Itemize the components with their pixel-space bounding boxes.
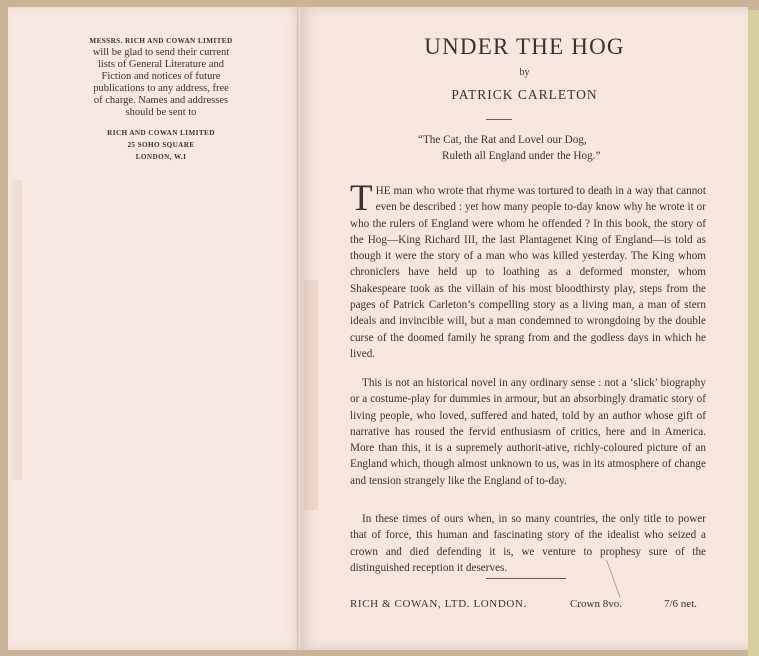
epigraph [418, 133, 738, 164]
divider-rule [486, 119, 512, 120]
edge-strip [748, 10, 759, 656]
notice-line: of charge. Names and addresses [93, 95, 229, 106]
paper-stain [304, 280, 318, 510]
book-title: UNDER THE HOG [424, 34, 625, 59]
footer-publisher: RICH & COWAN, LTD. LONDON. [350, 598, 527, 610]
epigraph-line: Ruleth all England under the Hog.” [442, 149, 601, 162]
publisher-notice [70, 35, 252, 119]
drop-cap: T [350, 178, 373, 219]
author-name: PATRICK CARLETON [451, 87, 598, 102]
address-line: LONDON, W.I [135, 153, 187, 161]
by-line: by [519, 67, 530, 78]
publisher-address [70, 127, 252, 163]
notice-line: will be glad to send their current [92, 47, 230, 58]
blurb-paragraph-2: This is not an historical novel in any ordinary sense : not a ‘slick’ biography or a costume-play for dummies in armour, but an absorbingly dramatic story of living people, who loved, suffered and hated, told by an author whose gift of narrative has roused the fervid enthusiasm of critics, here and in America. More than this, it is a supremely authorit-ative, richly-coloured picture of an England which, though almost unknown to us, was in its atmosphere of change and tension strangely like the England of to-day. [350, 377, 706, 487]
notice-line: Fiction and notices of future [101, 71, 221, 82]
paragraph-text: HE man who wrote that rhyme was tortured to death in a way that cannot even be described : yet how many people to-day know why he wrote it or who the rulers of England were whom he offended ? In this book, the story of the Hog—King Richard III, the last Plantagenet King of England—is told as though it were the story of a man who was killed yesterday. The King whom chroniclers have held up to loathing as a deformed monster, whom Shakespeare took as the villain of his most bloodthirsty play, steps from the pages of Patrick Carleton’s compelling story as a living man, a man of stern ideals and invincible will, but a man condemned to wrongdoing by the double curse of the doomed family he sprang from and the godless days in which he lived. [350, 185, 706, 360]
notice-line: publications to any address, free [93, 83, 229, 94]
paper-stain [12, 180, 22, 480]
epigraph-line: “The Cat, the Rat and Lovel our Dog, [418, 134, 587, 146]
footer-price: 7/6 net. [664, 598, 697, 610]
notice-line: should be sent to [125, 107, 197, 118]
notice-company: MESSRS. RICH AND COWAN LIMITED [89, 37, 233, 45]
footer-format: Crown 8vo. [570, 598, 622, 610]
blurb-paragraph-1 [350, 178, 706, 362]
address-line: RICH AND COWAN LIMITED [107, 129, 215, 137]
notice-line: lists of General Literature and [98, 59, 224, 70]
blurb-paragraph-3: In these times of ours when, in so many countries, the only title to power that of force, this human and fascinating story of the idealist who seized a crown and died defending it is, we venture to prophesy sure of the distinguished reception it deserves. [350, 513, 706, 574]
divider-rule [486, 578, 566, 579]
address-line: 25 SOHO SQUARE [127, 141, 195, 149]
